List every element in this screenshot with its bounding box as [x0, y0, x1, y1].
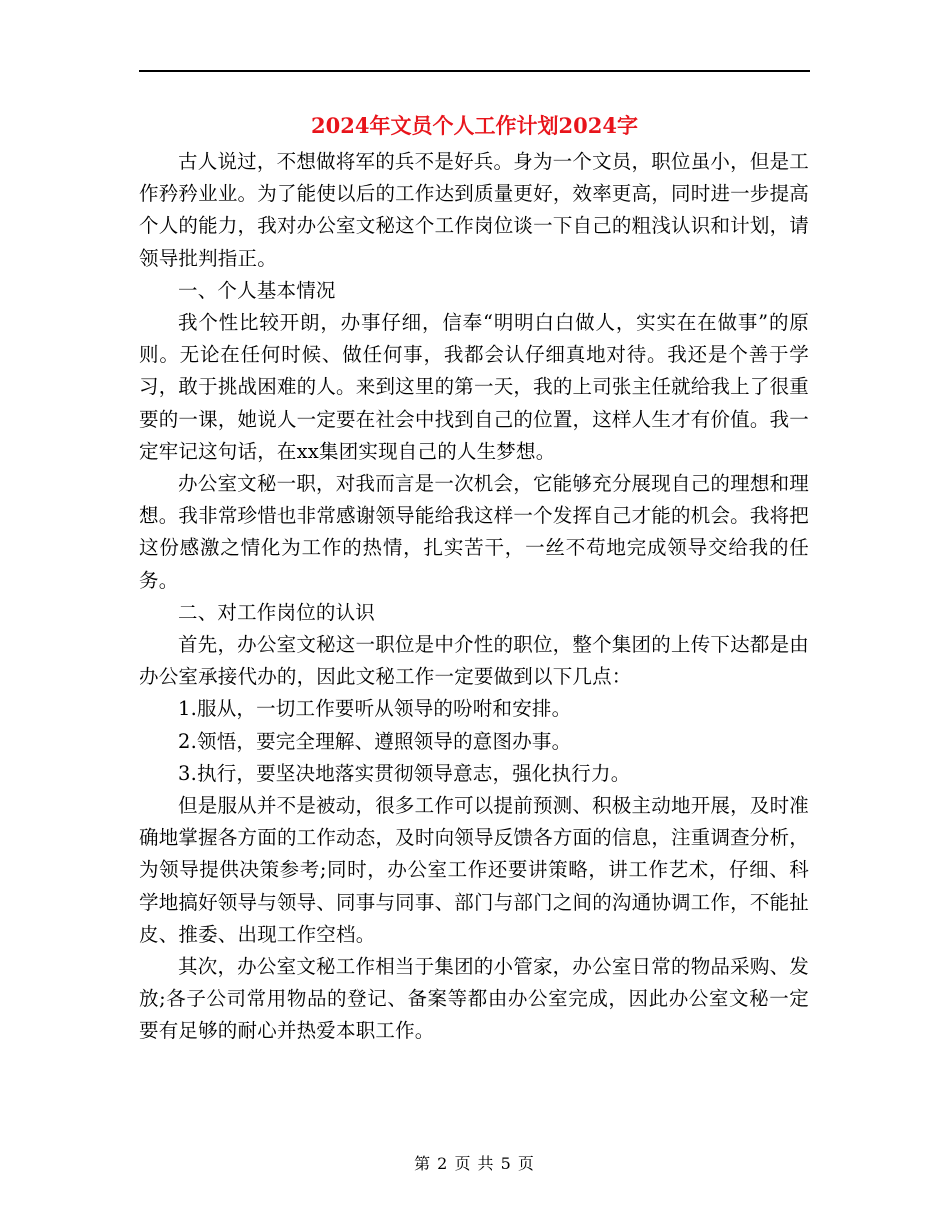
section-heading-basic-info: 一、个人基本情况: [178, 278, 336, 302]
paragraph-opportunity: 办公室文秘一职，对我而言是一次机会，它能够充分展现自己的理想和理想。我非常珍惜也非常感谢领导能给我这样一个发挥自己才能的机会。我将把这份感激之情化为工作的热情，扎实苦干，一丝不苟地完成领导交给我的任务。: [139, 472, 809, 592]
paragraph-personality: 我个性比较开朗，办事仔细，信奉“明明白白做人，实实在在做事”的原则。无论在任何时候、做任何事，我都会认仔细真地对待。我还是个善于学习，敢于挑战困难的人。来到这里的第一天，我的上司张主任就给我上了很重要的一课，她说人一定要在社会中找到自己的位置，这样人生才有价值。我一定牢记这句话，在xx集团实现自己的人生梦想。: [139, 311, 809, 463]
document-body: [139, 146, 809, 1048]
document-title: 2024年文员个人工作计划2024字: [311, 113, 638, 138]
list-item-obey: 1.服从，一切工作要听从领导的吩咐和安排。: [178, 697, 572, 721]
paragraph-intro: 古人说过，不想做将军的兵不是好兵。身为一个文员，职位虽小，但是工作矜矜业业。为了能使以后的工作达到质量更好，效率更高，同时进一步提高个人的能力，我对办公室文秘这个工作岗位谈一下自己的粗浅认识和计划，请领导批判指正。: [139, 150, 809, 270]
list-item-comprehend: 2.领悟，要完全理解、遵照领导的意图办事。: [178, 729, 572, 753]
page-number: 第 2 页 共 5 页: [414, 1154, 535, 1173]
paragraph-second: 其次，办公室文秘工作相当于集团的小管家，办公室日常的物品采购、发放;各子公司常用物品的登记、备案等都由办公室完成，因此办公室文秘一定要有足够的耐心并热爱本职工作。: [139, 955, 809, 1043]
header-rule: [139, 70, 810, 72]
paragraph-first: 首先，办公室文秘这一职位是中介性的职位，整个集团的上传下达都是由办公室承接代办的，因此文秘工作一定要做到以下几点：: [139, 633, 809, 689]
list-item-execute: 3.执行，要坚决地落实贯彻领导意志，强化执行力。: [178, 761, 631, 785]
paragraph-proactive: 但是服从并不是被动，很多工作可以提前预测、积极主动地开展，及时准确地掌握各方面的工作动态，及时向领导反馈各方面的信息，注重调查分析，为领导提供决策参考;同时，办公室工作还要讲策略，讲工作艺术，仔细、科学地搞好领导与领导、同事与同事、部门与部门之间的沟通协调工作，不能扯皮、推委、出现工作空档。: [139, 794, 809, 946]
section-heading-job-understanding: 二、对工作岗位的认识: [178, 600, 376, 624]
